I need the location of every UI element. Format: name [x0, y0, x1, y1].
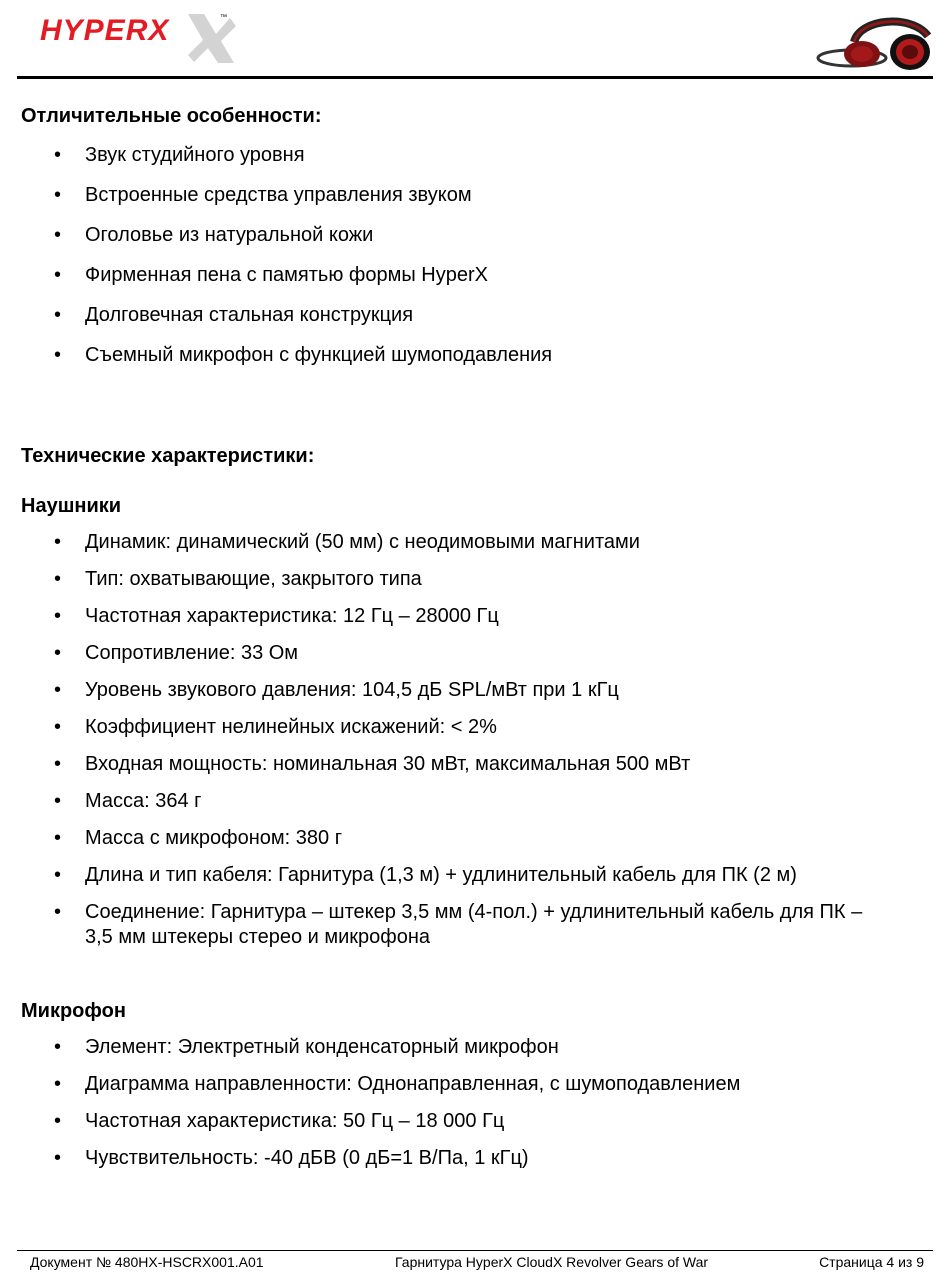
list-item — [0, 900, 885, 950]
bullet-icon: • — [54, 1147, 62, 1169]
bullet-icon: • — [54, 224, 62, 246]
bullet-icon: • — [54, 531, 62, 553]
header-divider — [17, 76, 933, 79]
hyperx-logo — [38, 8, 238, 68]
bullet-icon: • — [54, 1036, 62, 1058]
bullet-icon: • — [54, 790, 62, 812]
list-item-text: Уровень звукового давления: 104,5 дБ SPL/мВт при 1 кГц — [85, 679, 619, 701]
footer-doc-number: Документ № 480HX-HSCRX001.A01 — [30, 1254, 264, 1270]
list-item-text: Масса с микрофоном: 380 г — [85, 827, 342, 849]
list-item-text: Диаграмма направленности: Однонаправленная, с шумоподавлением — [85, 1073, 741, 1095]
specs-heading: Технические характеристики: — [21, 445, 315, 467]
bullet-icon: • — [54, 1073, 62, 1095]
list-item — [0, 263, 885, 288]
list-item — [0, 641, 885, 666]
list-item — [0, 303, 885, 328]
bullet-icon: • — [54, 304, 62, 326]
bullet-icon: • — [54, 1110, 62, 1132]
features-heading: Отличительные особенности: — [21, 105, 322, 127]
list-item — [0, 789, 885, 814]
list-item — [0, 678, 885, 703]
list-item — [0, 863, 885, 888]
headphones-specs-list — [0, 530, 885, 962]
bullet-icon: • — [54, 716, 62, 738]
list-item-text: Частотная характеристика: 50 Гц – 18 000 Гц — [85, 1110, 505, 1132]
list-item — [0, 826, 885, 851]
list-item — [0, 1072, 885, 1097]
microphone-heading: Микрофон — [21, 1000, 126, 1022]
list-item-text: Входная мощность: номинальная 30 мВт, максимальная 500 мВт — [85, 753, 691, 775]
list-item-text: Оголовье из натуральной кожи — [85, 224, 374, 246]
list-item-text: Чувствительность: -40 дБВ (0 дБ=1 В/Па, 1 кГц) — [85, 1147, 529, 1169]
bullet-icon: • — [54, 344, 62, 366]
list-item — [0, 143, 885, 168]
list-item — [0, 604, 885, 629]
list-item-text: Звук студийного уровня — [85, 144, 305, 166]
bullet-icon: • — [54, 144, 62, 166]
list-item-text: Встроенные средства управления звуком — [85, 184, 472, 206]
page-header — [0, 0, 950, 80]
bullet-icon: • — [54, 901, 62, 923]
features-list — [0, 143, 885, 383]
headset-image — [812, 12, 934, 76]
footer-divider — [17, 1250, 933, 1251]
list-item-text: Тип: охватывающие, закрытого типа — [85, 568, 422, 590]
bullet-icon: • — [54, 642, 62, 664]
bullet-icon: • — [54, 679, 62, 701]
list-item — [0, 1109, 885, 1134]
footer-page-number: Страница 4 из 9 — [819, 1254, 924, 1270]
list-item — [0, 183, 885, 208]
list-item — [0, 343, 885, 368]
list-item-text: Коэффициент нелинейных искажений: < 2% — [85, 716, 497, 738]
list-item-text: Соединение: Гарнитура – штекер 3,5 мм (4-пол.) + удлинительный кабель для ПК – 3,5 мм штекеры стерео и микрофона — [85, 901, 863, 948]
list-item — [0, 567, 885, 592]
list-item — [0, 223, 885, 248]
list-item-text: Динамик: динамический (50 мм) с неодимовыми магнитами — [85, 531, 640, 553]
svg-text:™: ™ — [220, 14, 227, 21]
list-item — [0, 752, 885, 777]
headphones-heading: Наушники — [21, 495, 122, 517]
microphone-specs-list — [0, 1035, 885, 1183]
list-item-text: Сопротивление: 33 Ом — [85, 642, 299, 664]
bullet-icon: • — [54, 864, 62, 886]
list-item — [0, 715, 885, 740]
bullet-icon: • — [54, 184, 62, 206]
list-item-text: Частотная характеристика: 12 Гц – 28000 Гц — [85, 605, 499, 627]
bullet-icon: • — [54, 753, 62, 775]
footer-product-name: Гарнитура HyperX CloudX Revolver Gears of War — [395, 1254, 709, 1270]
list-item-text: Съемный микрофон с функцией шумоподавления — [85, 344, 553, 366]
list-item — [0, 530, 885, 555]
bullet-icon: • — [54, 568, 62, 590]
bullet-icon: • — [54, 264, 62, 286]
list-item-text: Фирменная пена с памятью формы HyperX — [85, 264, 488, 286]
logo-text: HYPERX — [40, 14, 170, 47]
list-item-text: Длина и тип кабеля: Гарнитура (1,3 м) + удлинительный кабель для ПК (2 м) — [85, 864, 797, 886]
list-item-text: Долговечная стальная конструкция — [85, 304, 414, 326]
list-item-text: Масса: 364 г — [85, 790, 202, 812]
bullet-icon: • — [54, 827, 62, 849]
bullet-icon: • — [54, 605, 62, 627]
list-item — [0, 1035, 885, 1060]
list-item — [0, 1146, 885, 1171]
list-item-text: Элемент: Электретный конденсаторный микрофон — [85, 1036, 559, 1058]
